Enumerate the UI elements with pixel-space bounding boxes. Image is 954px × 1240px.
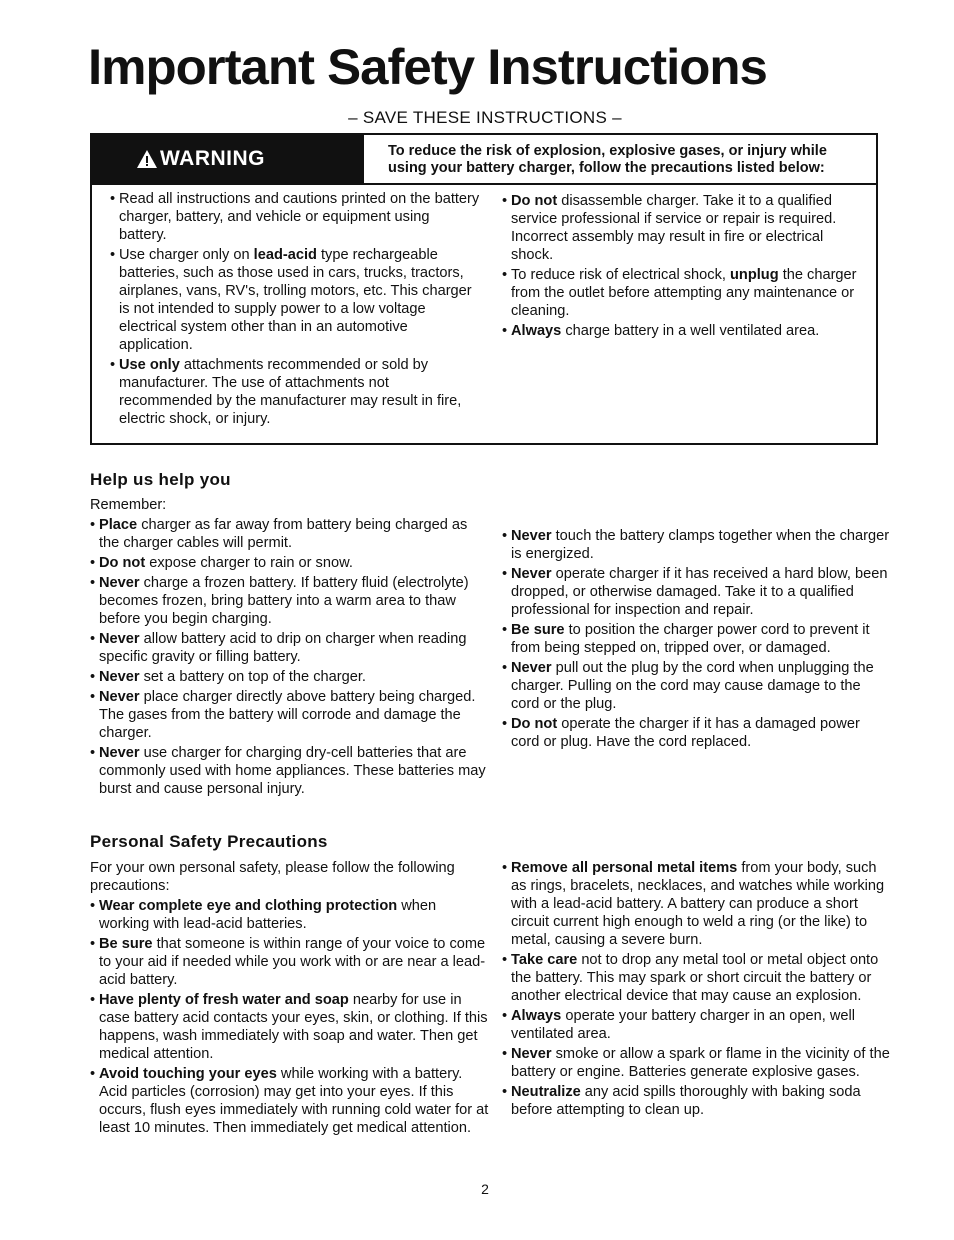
bold-text: Do not [511, 716, 558, 732]
bullet-item [90, 897, 490, 933]
warning-right-list [502, 192, 864, 342]
bold-text: Be sure [99, 936, 153, 952]
bullet-item [90, 630, 490, 666]
bold-text: Remove all personal metal items [511, 860, 738, 876]
bullet-item [110, 190, 480, 244]
personal-left-column [90, 859, 490, 1139]
help-right-list [502, 527, 892, 753]
bullet-dot: • [502, 952, 508, 968]
bullet-dot: • [502, 1008, 508, 1024]
bullet-item [90, 668, 490, 686]
help-left-column [90, 496, 490, 800]
bold-text: Neutralize [511, 1084, 581, 1100]
text: use charger for charging dry-cell batteries that are commonly used with home appliances. These batteries may burst and cause personal injury. [99, 745, 486, 797]
text: not to drop any metal tool or metal object onto the battery. This may spark or short circuit the battery or another electrical device that may cause an explosion. [511, 952, 879, 1004]
save-instructions-subtitle: – SAVE THESE INSTRUCTIONS – [348, 108, 622, 127]
bold-text: Always [511, 323, 562, 339]
bullet-dot: • [90, 689, 96, 705]
bold-text: Use only [119, 357, 180, 373]
bullet-dot: • [90, 1066, 96, 1082]
text: any acid spills thoroughly with baking soda before attempting to clean up. [511, 1084, 861, 1118]
bullet-item [502, 621, 892, 657]
text: type rechargeable batteries, such as those used in cars, trucks, tractors, airplanes, vans, RV's, trolling motors, etc. This charger is not intended to supply power to a low voltage electrical system other than in an automotive application. [119, 247, 472, 353]
text: operate the charger if it has a damaged power cord or plug. Have the cord replaced. [511, 716, 860, 750]
bullet-dot: • [90, 517, 96, 533]
bullet-dot: • [502, 1046, 508, 1062]
personal-safety-heading: Personal Safety Precautions [90, 832, 328, 851]
bold-text: Do not [511, 193, 558, 209]
warning-label: WARNING [160, 147, 265, 170]
bullet-item [110, 246, 480, 354]
bullet-dot: • [502, 860, 508, 876]
bold-text: Never [99, 575, 140, 591]
text: place charger directly above battery being charged. The gases from the battery will corrode and damage the charger. [99, 689, 476, 741]
bullet-item [502, 1083, 892, 1119]
text: To reduce risk of electrical shock, [511, 267, 730, 283]
text: smoke or allow a spark or flame in the vicinity of the battery or engine. Batteries generate explosive gases. [511, 1046, 890, 1080]
bold-text: Never [99, 745, 140, 761]
bullet-dot: • [502, 1084, 508, 1100]
bullet-item [502, 192, 864, 264]
help-heading: Help us help you [90, 470, 231, 489]
bullet-item [502, 1045, 892, 1081]
bold-text: Never [99, 689, 140, 705]
bullet-item [90, 935, 490, 989]
text: operate charger if it has received a hard blow, been dropped, or otherwise damaged. Take it to a qualified professional for inspection and repair. [511, 566, 888, 618]
bullet-dot: • [110, 191, 116, 207]
bullet-item [502, 266, 864, 320]
page-title: Important Safety Instructions [88, 39, 767, 95]
text: operate your battery charger in an open, well ventilated area. [511, 1008, 855, 1042]
text: pull out the plug by the cord when unplugging the charger. Pulling on the cord may cause damage to the cord or the plug. [511, 660, 874, 712]
bullet-dot: • [502, 716, 508, 732]
bullet-dot: • [502, 193, 508, 209]
text: to position the charger power cord to prevent it from being stepped on, tripped over, or damaged. [511, 622, 870, 656]
bold-text: Never [99, 631, 140, 647]
bullet-dot: • [502, 528, 508, 544]
warning-banner [92, 135, 364, 183]
text: charge battery in a well ventilated area. [561, 323, 820, 339]
bullet-item [90, 554, 490, 572]
text: Read all instructions and cautions printed on the battery charger, battery, and vehicle or equipment using battery. [119, 191, 480, 243]
bullet-item [502, 859, 892, 949]
bullet-dot: • [90, 631, 96, 647]
bullet-item [502, 715, 892, 751]
text: while working with a battery. Acid particles (corrosion) may get into your eyes. If this occurs, flush eyes immediately with running cold water for at least 10 minutes. Then immediately get medical attention. [99, 1066, 489, 1136]
text: when working with lead-acid batteries. [99, 898, 437, 932]
personal-right-list [502, 859, 892, 1121]
bold-text: Place [99, 517, 138, 533]
text: disassemble charger. Take it to a qualified service professional if service or repair is required. Incorrect assembly may result in fire or electrical shock. [511, 193, 837, 263]
bullet-dot: • [502, 660, 508, 676]
bullet-dot: • [90, 575, 96, 591]
page-number: 2 [481, 1181, 489, 1197]
bold-text: Never [511, 1046, 552, 1062]
text: touch the battery clamps together when the charger is energized. [511, 528, 890, 562]
bold-text: Take care [511, 952, 578, 968]
bold-text: Have plenty of fresh water and soap [99, 992, 349, 1008]
text: charger as far away from battery being charged as the charger cables will permit. [99, 517, 468, 551]
bullet-dot: • [90, 898, 96, 914]
text: allow battery acid to drip on charger when reading specific gravity or filling battery. [99, 631, 467, 665]
bullet-dot: • [110, 247, 116, 263]
help-intro: Remember: [90, 497, 167, 513]
bold-text: unplug [730, 267, 779, 283]
warning-heading: To reduce the risk of explosion, explosive gases, or injury while using your battery charger, follow the precautions listed below: [388, 143, 827, 176]
bullet-item [502, 951, 892, 1005]
bullet-item [502, 565, 892, 619]
personal-left-list [90, 897, 490, 1137]
text: Use charger only on [119, 247, 254, 263]
bold-text: Be sure [511, 622, 565, 638]
text: attachments recommended or sold by manufacturer. The use of attachments not recommended by the manufacturer may result in fire, electric shock, or injury. [119, 357, 462, 427]
bullet-dot: • [90, 936, 96, 952]
text: nearby for use in case battery acid contacts your eyes, skin, or clothing. If this happens, wash immediately with soap and water. Then get medical attention. [99, 992, 488, 1062]
warning-triangle-icon [136, 149, 158, 169]
bold-text: lead-acid [253, 247, 317, 263]
bullet-dot: • [90, 555, 96, 571]
bullet-dot: • [90, 669, 96, 685]
bullet-dot: • [502, 622, 508, 638]
text: from your body, such as rings, bracelets, necklaces, and watches while working with a lead-acid battery. A battery can produce a short circuit current high enough to weld a ring (or the like) to metal, causing a severe burn. [511, 860, 885, 948]
bullet-item [90, 516, 490, 552]
personal-intro: For your own personal safety, please follow the following precautions: [90, 860, 455, 894]
bullet-dot: • [90, 745, 96, 761]
bullet-dot: • [110, 357, 116, 373]
bullet-item [502, 659, 892, 713]
help-left-list [90, 516, 490, 798]
bullet-item [502, 322, 864, 340]
text: set a battery on top of the charger. [139, 669, 366, 685]
warning-divider [92, 183, 876, 185]
bullet-item [502, 527, 892, 563]
bullet-dot: • [502, 323, 508, 339]
bold-text: Never [511, 566, 552, 582]
warning-left-list [110, 190, 480, 430]
text: charge a frozen battery. If battery fluid (electrolyte) becomes frozen, bring battery into a warm area to thaw before you begin charging. [99, 575, 469, 627]
bullet-item [90, 744, 490, 798]
bullet-dot: • [90, 992, 96, 1008]
bold-text: Do not [99, 555, 146, 571]
bold-text: Never [99, 669, 140, 685]
text: the charger from the outlet before attempting any maintenance or cleaning. [511, 267, 857, 319]
bullet-item [502, 1007, 892, 1043]
text: that someone is within range of your voice to come to your aid if needed while you work with or are near a lead-acid battery. [99, 936, 486, 988]
bullet-item [90, 991, 490, 1063]
bold-text: Never [511, 660, 552, 676]
bold-text: Always [511, 1008, 562, 1024]
bold-text: Wear complete eye and clothing protection [99, 898, 398, 914]
bullet-dot: • [502, 566, 508, 582]
bold-text: Never [511, 528, 552, 544]
bullet-item [90, 1065, 490, 1137]
bold-text: Avoid touching your eyes [99, 1066, 277, 1082]
text: expose charger to rain or snow. [145, 555, 353, 571]
bullet-item [90, 688, 490, 742]
bullet-dot: • [502, 267, 508, 283]
bullet-item [110, 356, 480, 428]
bullet-item [90, 574, 490, 628]
